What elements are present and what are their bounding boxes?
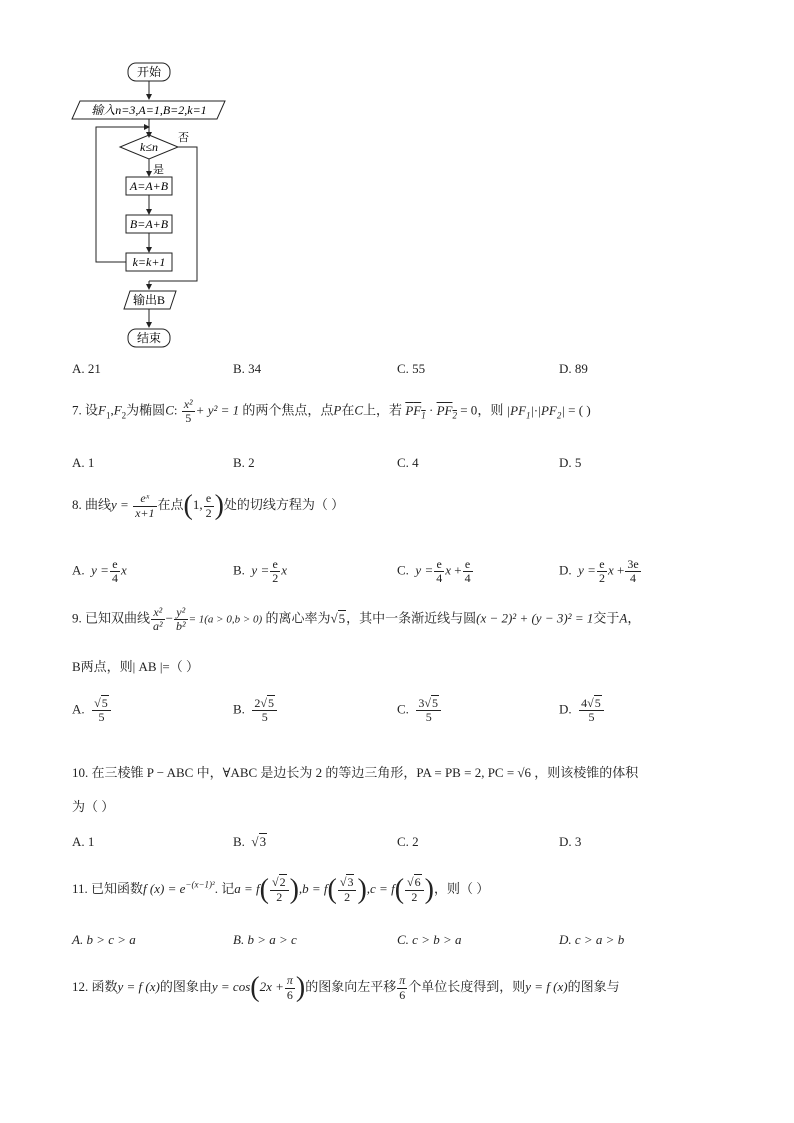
flow-step1-text: A=A+B bbox=[129, 179, 169, 193]
q9-stem-line2: B两点，则| AB |=（ ） bbox=[72, 659, 200, 674]
q8-option-c: C. y = $\frac{e}{4}$ x + $\frac{e}{4}$ bbox=[397, 557, 471, 586]
q6-option-c: C. 55 bbox=[397, 361, 426, 376]
flow-end-text: 结束 bbox=[136, 331, 162, 345]
q11-option-a: A. b > c > a bbox=[72, 932, 136, 947]
q10-option-d: D. 3 bbox=[559, 834, 582, 849]
q11-option-b: B. b > a > c bbox=[233, 932, 297, 947]
flow-step3-text: k=k+1 bbox=[132, 255, 166, 269]
flow-start-text: 开始 bbox=[136, 65, 162, 79]
q7-option-b: B. 2 bbox=[233, 455, 255, 470]
flowchart bbox=[60, 55, 260, 355]
q6-option-d: D. 89 bbox=[559, 361, 588, 376]
q9-option-d: D. $\frac{4√5}{5}$ bbox=[559, 697, 605, 724]
q8-option-a: A. y = $\frac{e}{4}$ x bbox=[72, 557, 127, 586]
flow-no: 否 bbox=[178, 132, 189, 144]
q9-option-a: A. $\frac{√5}{5}$ bbox=[72, 697, 112, 724]
q8-option-d: D. y = $\frac{e}{2}$ x + $\frac{3e}{4}$ bbox=[559, 557, 639, 586]
q6-option-a: A. 21 bbox=[72, 361, 101, 376]
q8-option-b: B. y = $\frac{e}{2}$ x bbox=[233, 557, 287, 586]
q7-option-a: A. 1 bbox=[72, 455, 95, 470]
q11-option-c: C. c > b > a bbox=[397, 932, 462, 947]
flow-output-text: 输出B bbox=[132, 293, 166, 307]
q10-option-a: A. 1 bbox=[72, 834, 95, 849]
q11-option-d: D. c > a > b bbox=[559, 932, 625, 947]
q9-option-c: C. $\frac{3√5}{5}$ bbox=[397, 697, 442, 724]
q6-option-b: B. 34 bbox=[233, 361, 262, 376]
q10-stem-line2: 为（ ） bbox=[72, 799, 115, 814]
q7-stem: 7. 设$F_1,F_2$为椭圆C: $\frac{\text{x²}}{5}$ + y² = 1 的两个焦点，点P在C上，若 $PF_1 \cdot PF_2 = 0$，则 $|PF_1|\cdot|PF_2|$ = ( ) bbox=[72, 397, 591, 426]
q7-option-d: D. 5 bbox=[559, 455, 582, 470]
flow-yes: 是 bbox=[153, 164, 164, 176]
q12-stem: 12. 函数y = f (x)的图象由y = cos(2x + $\frac{\pi}{6}$ )的图象向左平移 $\frac{\pi}{6}$ 个单位长度得到，则y = f (x)的图象与 bbox=[72, 972, 620, 1003]
q9-stem: 9. 已知双曲线 $\frac{\text{x²}}{\text{a²}}$ − $\frac{\text{y²}}{\text{b²}}$ = 1(a > 0,b > 0) 的离心率为√5，其中一条渐近线与圆(x − 2)² + (y − 3)² = 1交于A， bbox=[72, 605, 641, 634]
q10-stem: 10. 在三棱锥 P − ABC 中，∀ABC 是边长为 2 的等边三角形，PA = PB = 2, PC = √6 ，则该棱锥的体积 bbox=[72, 765, 639, 780]
q10-option-c: C. 2 bbox=[397, 834, 419, 849]
q9-option-b: B. $\frac{2√5}{5}$ bbox=[233, 697, 278, 724]
q11-stem: 11. 已知函数f $(x) = e^{-(x-1)^2}$. 记a = f( $\frac{√2}{2}$ ),b = f( $\frac{√3}{2}$ ),c = f( $\frac{√6}{2}$ )，则（ ） bbox=[72, 874, 490, 905]
flow-input-text: 输入n=3,A=1,B=2,k=1 bbox=[91, 103, 207, 117]
flow-cond-text: k≤n bbox=[140, 140, 158, 154]
flow-step2-text: B=A+B bbox=[129, 217, 169, 231]
q8-stem: 8. 曲线y = $\frac{\text{eˣ}}{x+1}$ 在点(1, $\frac{e}{2}$ )处的切线方程为（ ） bbox=[72, 490, 345, 521]
q7-option-c: C. 4 bbox=[397, 455, 419, 470]
q10-option-b: B. √3 bbox=[233, 834, 267, 849]
